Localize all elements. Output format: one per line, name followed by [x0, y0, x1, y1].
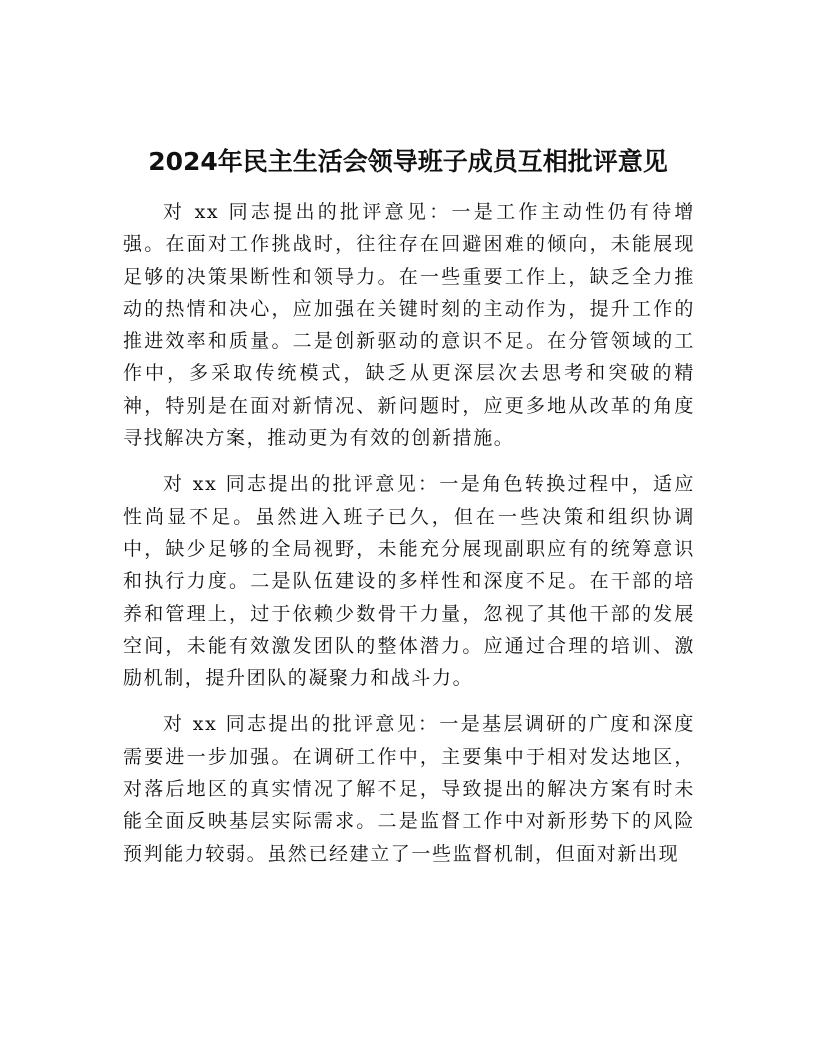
paragraph-3: 对 xx 同志提出的批评意见：一是基层调研的广度和深度需要进一步加强。在调研工作中，主要集中于相对发达地区，对落后地区的真实情况了解不足，导致提出的解决方案有时未能全面反映基层实际需求。二是监督工作中对新形势下的风险预判能力较弱。虽然已经建立了一些监督机制，但面对新出现: [123, 713, 695, 865]
paragraph-1: 对 xx 同志提出的批评意见：一是工作主动性仍有待增强。在面对工作挑战时，往往存在回避困难的倾向，未能展现足够的决策果断性和领导力。在一些重要工作上，缺乏全力推动的热情和决心，应加强在关键时刻的主动作为，提升工作的推进效率和质量。二是创新驱动的意识不足。在分管领域的工作中，多采取传统模式，缺乏从更深层次去思考和突破的精神，特别是在面对新情况、新问题时，应更多地从改革的角度寻找解决方案，推动更为有效的创新措施。: [123, 201, 695, 450]
document-title: 2024年民主生活会领导班子成员互相批评意见: [148, 147, 668, 176]
document-body: [123, 196, 695, 884]
paragraph-2: 对 xx 同志提出的批评意见：一是角色转换过程中，适应性尚显不足。虽然进入班子已久，但在一些决策和组织协调中，缺少足够的全局视野，未能充分展现副职应有的统筹意识和执行力度。二是队伍建设的多样性和深度不足。在干部的培养和管理上，过于依赖少数骨干力量，忽视了其他干部的发展空间，未能有效激发团队的整体潜力。应通过合理的培训、激励机制，提升团队的凝聚力和战斗力。: [123, 473, 695, 690]
